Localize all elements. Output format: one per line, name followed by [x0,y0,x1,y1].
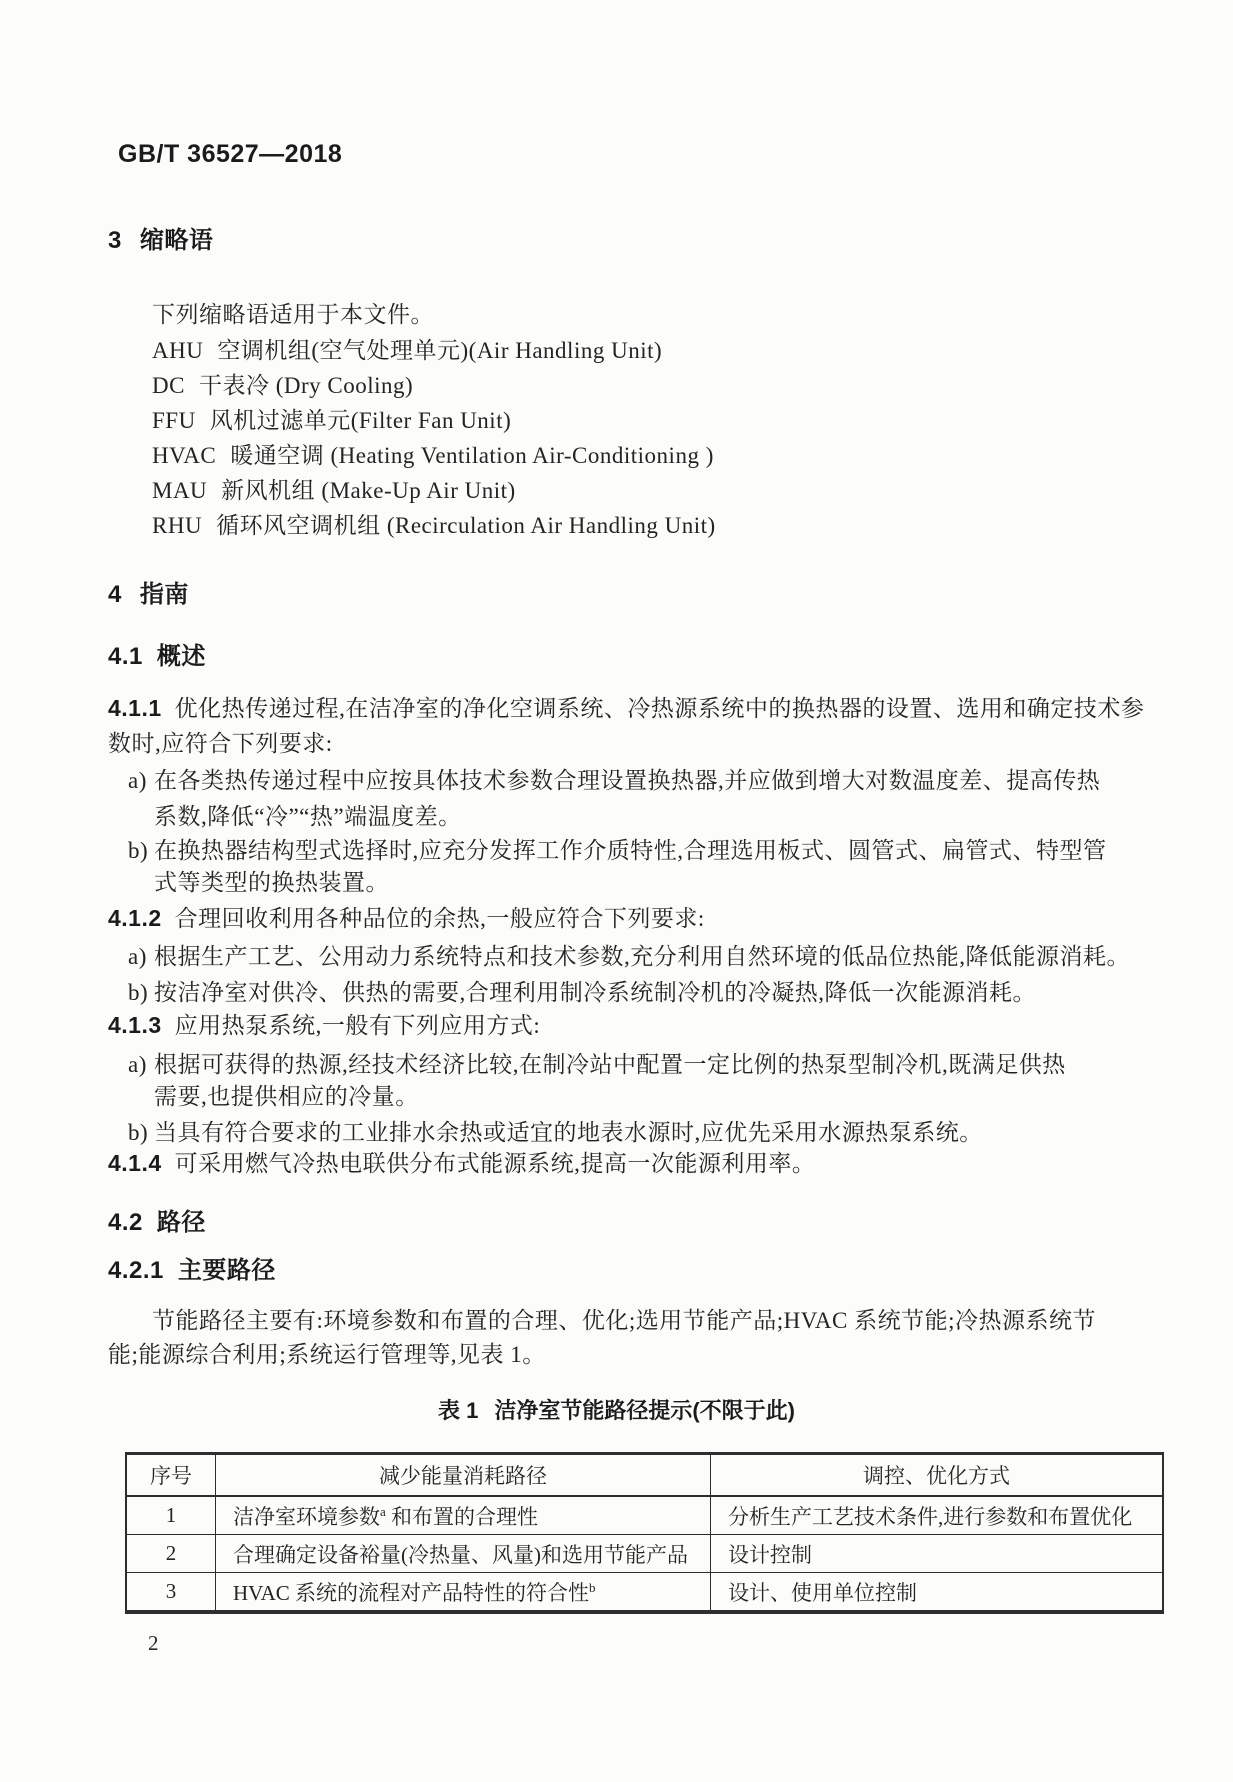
section4-number: 4 [108,581,122,608]
clause-text: 应用热泵系统,一般有下列应用方式: [174,1013,541,1038]
clause-411-line1 [108,693,1144,724]
clause-413-item-a-cont: 需要,也提供相应的冷量。 [154,1084,419,1109]
cell-no: 3 [126,1573,216,1613]
item-text: 在换热器结构型式选择时,应充分发挥工作介质特性,合理选用板式、圆管式、扁管式、特型管 [154,838,1107,863]
table1-header-no: 序号 [126,1454,216,1497]
item-text: 根据可获得的热源,经技术经济比较,在制冷站中配置一定比例的热泵型制冷机,既满足供热 [154,1052,1066,1077]
clause-411-item-b-cont: 式等类型的换热装置。 [154,870,389,895]
section41-heading [108,642,206,672]
table1-header-path: 减少能量消耗路径 [216,1454,711,1497]
abbr-definition: 风机过滤单元(Filter Fan Unit) [209,408,512,433]
footnote-superscript: b [589,1579,596,1595]
abbr-definition: 空调机组(空气处理单元)(Air Handling Unit) [217,338,663,363]
section4-title: 指南 [139,581,189,608]
page-number: 2 [148,1631,159,1655]
abbr-code: RHU [152,513,203,538]
section421-paragraph-line2: 能;能源综合利用;系统运行管理等,见表 1。 [108,1342,546,1367]
cell-method: 设计控制 [711,1535,1164,1573]
cell-method: 设计、使用单位控制 [711,1573,1164,1613]
abbr-code: AHU [152,338,204,363]
clause-number: 4.1.2 [108,905,162,931]
cell-path [216,1496,711,1535]
item-label: b) [128,980,149,1005]
item-text: 按洁净室对供冷、供热的需要,合理利用制冷系统制冷机的冷凝热,降低一次能源消耗。 [154,980,1036,1005]
table1-caption [0,1394,1233,1425]
table1 [125,1452,1164,1614]
clause-412-item-a [128,942,1130,972]
section3-title: 缩略语 [139,227,214,254]
abbreviation-item [152,336,662,366]
abbr-code: FFU [152,408,196,433]
cell-path-rest: 和布置的合理性 [385,1504,539,1529]
abbr-code: HVAC [152,443,217,468]
abbreviation-item [152,406,511,436]
cell-path-text: 合理确定设备裕量(冷热量、风量)和选用节能产品 [233,1542,688,1567]
table-row [126,1573,1163,1613]
abbr-definition: 暖通空调 (Heating Ventilation Air-Conditioning ) [230,443,714,468]
cell-path-text: HVAC 系统的流程对产品特性的符合性 [233,1580,590,1605]
clause-411-item-a [128,766,1100,796]
clause-411-item-a-cont: 系数,降低“冷”“热”端温度差。 [154,804,462,829]
abbr-code: MAU [152,478,208,503]
section3-intro: 下列缩略语适用于本文件。 [152,302,434,327]
clause-412-item-b [128,978,1036,1008]
table-row [126,1496,1163,1535]
cell-method: 分析生产工艺技术条件,进行参数和布置优化 [711,1496,1164,1535]
standard-number: GB/T 36527—2018 [118,140,343,168]
table1-header-row [126,1454,1163,1497]
section421-heading [108,1256,276,1286]
abbreviation-item [152,371,413,401]
cell-no: 2 [126,1535,216,1573]
section41-title: 概述 [156,643,206,670]
clause-number: 4.1.1 [108,695,162,721]
clause-text: 合理回收利用各种品位的余热,一般应符合下列要求: [174,906,705,931]
clause-411-item-b [128,836,1107,866]
abbr-code: DC [152,373,185,398]
section42-number: 4.2 [108,1209,143,1236]
table1-caption-label: 表 1 [437,1398,479,1423]
clause-413-item-a [128,1050,1066,1080]
cell-path-text: 洁净室环境参数 [233,1504,380,1529]
section42-title: 路径 [156,1209,206,1236]
item-label: b) [128,838,149,863]
section3-number: 3 [108,227,122,254]
abbreviation-item [152,441,714,471]
clause-number: 4.1.3 [108,1012,162,1038]
section42-heading [108,1208,206,1238]
section421-title: 主要路径 [177,1257,276,1284]
item-text: 当具有符合要求的工业排水余热或适宜的地表水源时,应优先采用水源热泵系统。 [154,1120,983,1145]
cell-path [216,1573,711,1613]
cell-no: 1 [126,1496,216,1535]
abbr-definition: 循环风空调机组 (Recirculation Air Handling Unit) [216,513,716,538]
clause-text: 优化热传递过程,在洁净室的净化空调系统、冷热源系统中的换热器的设置、选用和确定技术参 [174,696,1145,721]
clause-414-line1 [108,1148,815,1179]
clause-413-line1 [108,1010,540,1041]
clause-413-item-b [128,1118,983,1148]
footnote-superscript: a [380,1503,386,1519]
section41-number: 4.1 [108,643,143,670]
section4-heading [108,580,189,610]
abbr-definition: 干表冷 (Dry Cooling) [198,373,414,398]
item-label: a) [128,1052,147,1077]
clause-text: 可采用燃气冷热电联供分布式能源系统,提高一次能源利用率。 [174,1151,816,1176]
clause-412-line1 [108,903,705,934]
item-label: b) [128,1120,149,1145]
table1-header-method: 调控、优化方式 [711,1454,1164,1497]
abbr-definition: 新风机组 (Make-Up Air Unit) [221,478,516,503]
section3-heading [108,226,213,256]
clause-number: 4.1.4 [108,1150,162,1176]
table-row [126,1535,1163,1573]
item-label: a) [128,768,147,793]
section421-number: 4.2.1 [108,1257,164,1284]
item-text: 根据生产工艺、公用动力系统特点和技术参数,充分利用自然环境的低品位热能,降低能源消耗。 [154,944,1130,969]
section421-paragraph-line1: 节能路径主要有:环境参数和布置的合理、优化;选用节能产品;HVAC 系统节能;冷热源系统节 [152,1308,1097,1333]
item-label: a) [128,944,147,969]
clause-411-line2: 数时,应符合下列要求: [108,731,333,756]
abbreviation-item [152,476,516,506]
cell-path [216,1535,711,1573]
item-text: 在各类热传递过程中应按具体技术参数合理设置换热器,并应做到增大对数温度差、提高传热 [154,768,1101,793]
table1-caption-text: 洁净室节能路径提示(不限于此) [494,1398,795,1423]
abbreviation-item [152,511,716,541]
